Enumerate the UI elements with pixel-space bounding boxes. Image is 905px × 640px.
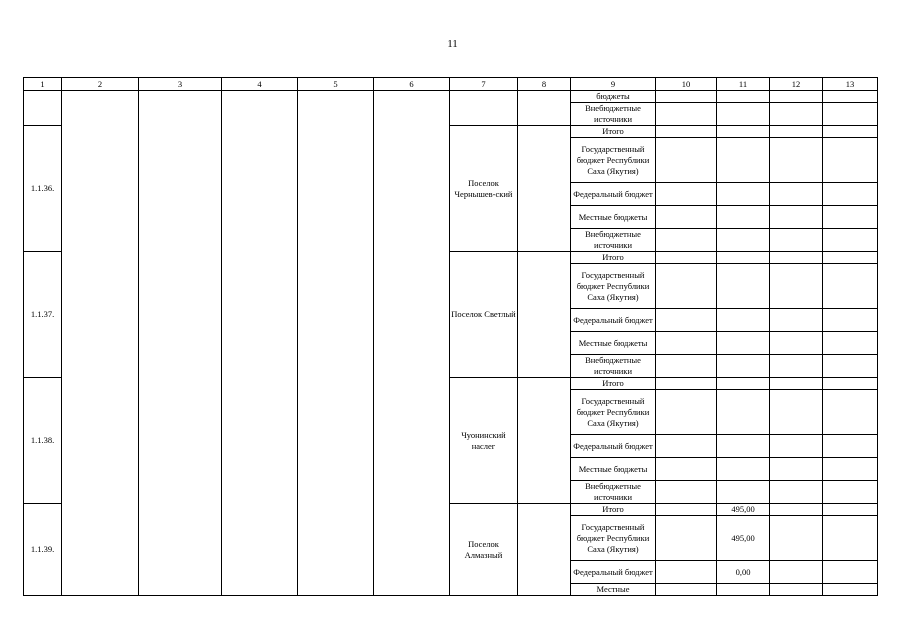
- col10-cell: [656, 309, 717, 332]
- col10-cell: [656, 332, 717, 355]
- col11-value: [717, 378, 770, 390]
- column-header: 11: [717, 78, 770, 91]
- col3-cell: [139, 91, 222, 596]
- col11-value: 0,00: [717, 561, 770, 584]
- col10-cell: [656, 91, 717, 103]
- funding-source: бюджеты: [571, 91, 656, 103]
- funding-source: Местные бюджеты: [571, 332, 656, 355]
- col12-cell: [770, 435, 823, 458]
- col10-cell: [656, 103, 717, 126]
- funding-source: Государственный бюджет Республики Саха (Якутия): [571, 390, 656, 435]
- col12-cell: [770, 229, 823, 252]
- column-header: 13: [823, 78, 878, 91]
- col4-cell: [222, 91, 298, 596]
- col12-cell: [770, 458, 823, 481]
- col13-cell: [823, 561, 878, 584]
- col10-cell: [656, 264, 717, 309]
- col12-cell: [770, 481, 823, 504]
- column-header: 12: [770, 78, 823, 91]
- funding-source: Государственный бюджет Республики Саха (Якутия): [571, 264, 656, 309]
- col11-value: 495,00: [717, 504, 770, 516]
- col10-cell: [656, 435, 717, 458]
- funding-source: Внебюджетные источники: [571, 355, 656, 378]
- col13-cell: [823, 332, 878, 355]
- col11-value: [717, 435, 770, 458]
- col6-cell: [374, 91, 450, 596]
- col13-cell: [823, 252, 878, 264]
- col13-cell: [823, 91, 878, 103]
- row-number-cell: 1.1.39.: [24, 504, 62, 596]
- col11-value: [717, 309, 770, 332]
- col10-cell: [656, 390, 717, 435]
- funding-source: Федеральный бюджет: [571, 435, 656, 458]
- col2-cell: [62, 91, 139, 596]
- column-header: 1: [24, 78, 62, 91]
- col10-cell: [656, 126, 717, 138]
- funding-source: Государственный бюджет Республики Саха (Якутия): [571, 138, 656, 183]
- col13-cell: [823, 481, 878, 504]
- col5-cell: [298, 91, 374, 596]
- col13-cell: [823, 206, 878, 229]
- place-cell: Чуонинский наслег: [450, 378, 518, 504]
- col13-cell: [823, 264, 878, 309]
- funding-source: Итого: [571, 126, 656, 138]
- column-header: 2: [62, 78, 139, 91]
- col11-value: [717, 91, 770, 103]
- funding-source: Внебюджетные источники: [571, 103, 656, 126]
- col11-value: [717, 252, 770, 264]
- col12-cell: [770, 183, 823, 206]
- col12-cell: [770, 103, 823, 126]
- col10-cell: [656, 516, 717, 561]
- col10-cell: [656, 138, 717, 183]
- col12-cell: [770, 516, 823, 561]
- col10-cell: [656, 378, 717, 390]
- col8-cell: [518, 91, 571, 126]
- col8-cell: [518, 252, 571, 378]
- col12-cell: [770, 561, 823, 584]
- col13-cell: [823, 103, 878, 126]
- table-row: [24, 91, 878, 103]
- row-number-cell: 1.1.36.: [24, 126, 62, 252]
- col10-cell: [656, 481, 717, 504]
- col12-cell: [770, 91, 823, 103]
- col12-cell: [770, 332, 823, 355]
- funding-source: Федеральный бюджет: [571, 561, 656, 584]
- col8-cell: [518, 504, 571, 596]
- column-header: 7: [450, 78, 518, 91]
- col10-cell: [656, 252, 717, 264]
- col11-value: [717, 206, 770, 229]
- col13-cell: [823, 435, 878, 458]
- col13-cell: [823, 378, 878, 390]
- col13-cell: [823, 584, 878, 596]
- col8-cell: [518, 126, 571, 252]
- col10-cell: [656, 561, 717, 584]
- col13-cell: [823, 126, 878, 138]
- col11-value: [717, 332, 770, 355]
- row-number-cell: [24, 91, 62, 126]
- col12-cell: [770, 504, 823, 516]
- column-header: 9: [571, 78, 656, 91]
- col13-cell: [823, 138, 878, 183]
- column-header: 10: [656, 78, 717, 91]
- col13-cell: [823, 355, 878, 378]
- funding-source: Федеральный бюджет: [571, 183, 656, 206]
- col13-cell: [823, 516, 878, 561]
- col11-value: [717, 138, 770, 183]
- col12-cell: [770, 138, 823, 183]
- col12-cell: [770, 264, 823, 309]
- funding-source: Итого: [571, 504, 656, 516]
- funding-source: Итого: [571, 252, 656, 264]
- col11-value: [717, 390, 770, 435]
- header-row: [24, 78, 878, 91]
- column-header: 3: [139, 78, 222, 91]
- col11-value: [717, 481, 770, 504]
- col10-cell: [656, 229, 717, 252]
- col12-cell: [770, 126, 823, 138]
- col11-value: [717, 229, 770, 252]
- page-number: 11: [447, 38, 458, 50]
- col12-cell: [770, 390, 823, 435]
- col10-cell: [656, 355, 717, 378]
- funding-source: Местные бюджеты: [571, 206, 656, 229]
- column-header: 5: [298, 78, 374, 91]
- col10-cell: [656, 458, 717, 481]
- funding-source: Федеральный бюджет: [571, 309, 656, 332]
- row-number-cell: 1.1.38.: [24, 378, 62, 504]
- place-cell: Поселок Светлый: [450, 252, 518, 378]
- col11-value: [717, 584, 770, 596]
- budget-table: [23, 77, 878, 596]
- col10-cell: [656, 504, 717, 516]
- row-number-cell: 1.1.37.: [24, 252, 62, 378]
- col11-value: [717, 126, 770, 138]
- funding-source: Внебюджетные источники: [571, 481, 656, 504]
- col12-cell: [770, 378, 823, 390]
- col13-cell: [823, 390, 878, 435]
- place-cell: Поселок Алмазный: [450, 504, 518, 596]
- funding-source: Местные бюджеты: [571, 458, 656, 481]
- col10-cell: [656, 584, 717, 596]
- col12-cell: [770, 309, 823, 332]
- col12-cell: [770, 206, 823, 229]
- col13-cell: [823, 229, 878, 252]
- col13-cell: [823, 309, 878, 332]
- col8-cell: [518, 378, 571, 504]
- col11-value: [717, 355, 770, 378]
- column-header: 6: [374, 78, 450, 91]
- col11-value: [717, 458, 770, 481]
- col10-cell: [656, 183, 717, 206]
- col12-cell: [770, 355, 823, 378]
- col12-cell: [770, 252, 823, 264]
- col13-cell: [823, 183, 878, 206]
- col10-cell: [656, 206, 717, 229]
- col11-value: 495,00: [717, 516, 770, 561]
- col11-value: [717, 103, 770, 126]
- place-cell: [450, 91, 518, 126]
- funding-source: Внебюджетные источники: [571, 229, 656, 252]
- column-header: 8: [518, 78, 571, 91]
- funding-source: Итого: [571, 378, 656, 390]
- col13-cell: [823, 458, 878, 481]
- funding-source: Государственный бюджет Республики Саха (Якутия): [571, 516, 656, 561]
- place-cell: Поселок Чернышев-ский: [450, 126, 518, 252]
- column-header: 4: [222, 78, 298, 91]
- col13-cell: [823, 504, 878, 516]
- funding-source: Местные: [571, 584, 656, 596]
- col11-value: [717, 264, 770, 309]
- col11-value: [717, 183, 770, 206]
- col12-cell: [770, 584, 823, 596]
